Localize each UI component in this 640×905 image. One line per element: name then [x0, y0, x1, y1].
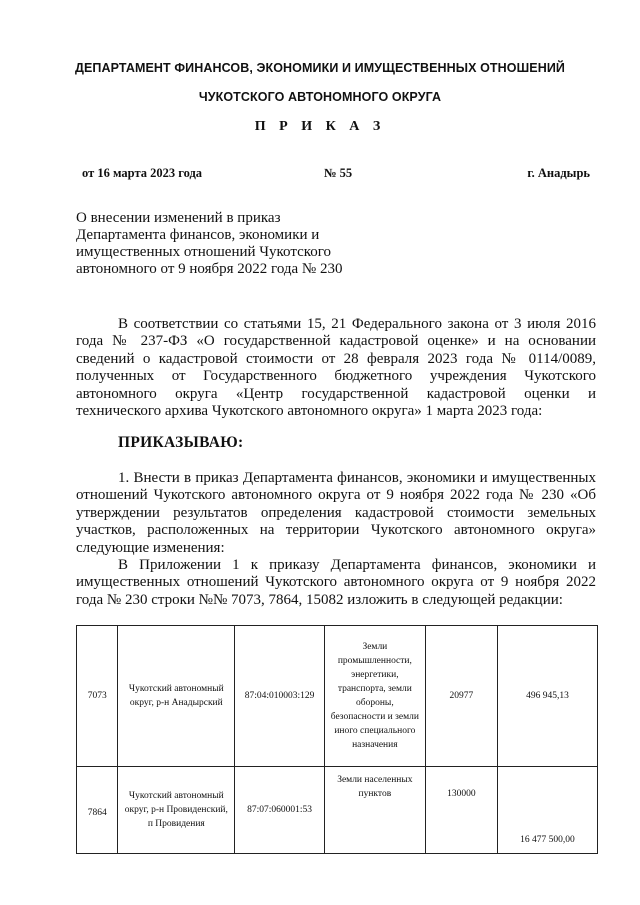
subject-line: имущественных отношений Чукотского — [76, 244, 332, 260]
cadastral-value-cell: 496 945,13 — [497, 626, 597, 767]
order-number: № 55 — [324, 166, 353, 180]
subject-line: автономного от 9 ноября 2022 года № 230 — [76, 261, 343, 277]
preamble-paragraph: В соответствии со статьями 15, 21 Федерального закона от 3 июля 2016 года № 237-ФЗ «О государственной кадастровой оценке» и на основании сведений о кадастровой стоимости от 28 февраля 2023 года № 0114/0089, полученных от Государственного бюджетного учреждения Чукотского автономного округа «Центр государственной кадастровой оценки и технического архива Чукотского автономного округа» 1 марта 2023 года: — [76, 316, 596, 420]
item-1-detail-paragraph: В Приложении 1 к приказу Департамента финансов, экономики и имущественных отношений Чукотского автономного округа от 9 ноября 2022 года № 230 строки №№ 7073, 7864, 15082 изложить в следующей редакции: — [76, 557, 596, 608]
cadastral-number-cell: 87:04:010003:129 — [235, 626, 325, 767]
order-subject — [76, 210, 361, 278]
department-name-line1: ДЕПАРТАМЕНТ ФИНАНСОВ, ЭКОНОМИКИ И ИМУЩЕСТВЕННЫХ ОТНОШЕНИЙ — [74, 61, 566, 75]
location-cell: Чукотский автономный округ, р-н Анадырский — [118, 626, 235, 767]
location-cell: Чукотский автономный округ, р-н Провиденский, п Провидения — [118, 767, 235, 854]
order-date: от 16 марта 2023 года — [82, 166, 203, 180]
cadastral-number-cell: 87:07:060001:53 — [235, 767, 325, 854]
department-name-line2: ЧУКОТСКОГО АВТОНОМНОГО ОКРУГА — [198, 90, 442, 104]
table-row — [77, 626, 598, 767]
cadastral-value-cell: 16 477 500,00 — [497, 767, 597, 854]
land-category-cell: Земли населенных пунктов — [324, 767, 425, 854]
subject-line: О внесении изменений в приказ — [76, 210, 281, 226]
order-city: г. Анадырь — [527, 166, 590, 180]
cadastral-value-table — [76, 625, 598, 854]
area-cell: 130000 — [425, 767, 497, 854]
document-type-title: П Р И К А З — [254, 119, 386, 134]
table-row — [77, 767, 598, 854]
item-1-paragraph: 1. Внести в приказ Департамента финансов, экономики и имущественных отношений Чукотского автономного округа от 9 ноября 2022 года № 230 «Об утверждении результатов определения кадастровой стоимости земельных участков, расположенных на территории Чукотского автономного округа» следующие изменения: — [76, 470, 596, 556]
area-cell: 20977 — [425, 626, 497, 767]
order-word: ПРИКАЗЫВАЮ: — [118, 434, 244, 451]
row-number-cell: 7864 — [77, 767, 118, 854]
subject-line: Департамента финансов, экономики и — [76, 227, 320, 243]
land-category-cell: Земли промышленности, энергетики, транспорта, земли обороны, безопасности и земли иного специального назначения — [324, 626, 425, 767]
row-number-cell: 7073 — [77, 626, 118, 767]
